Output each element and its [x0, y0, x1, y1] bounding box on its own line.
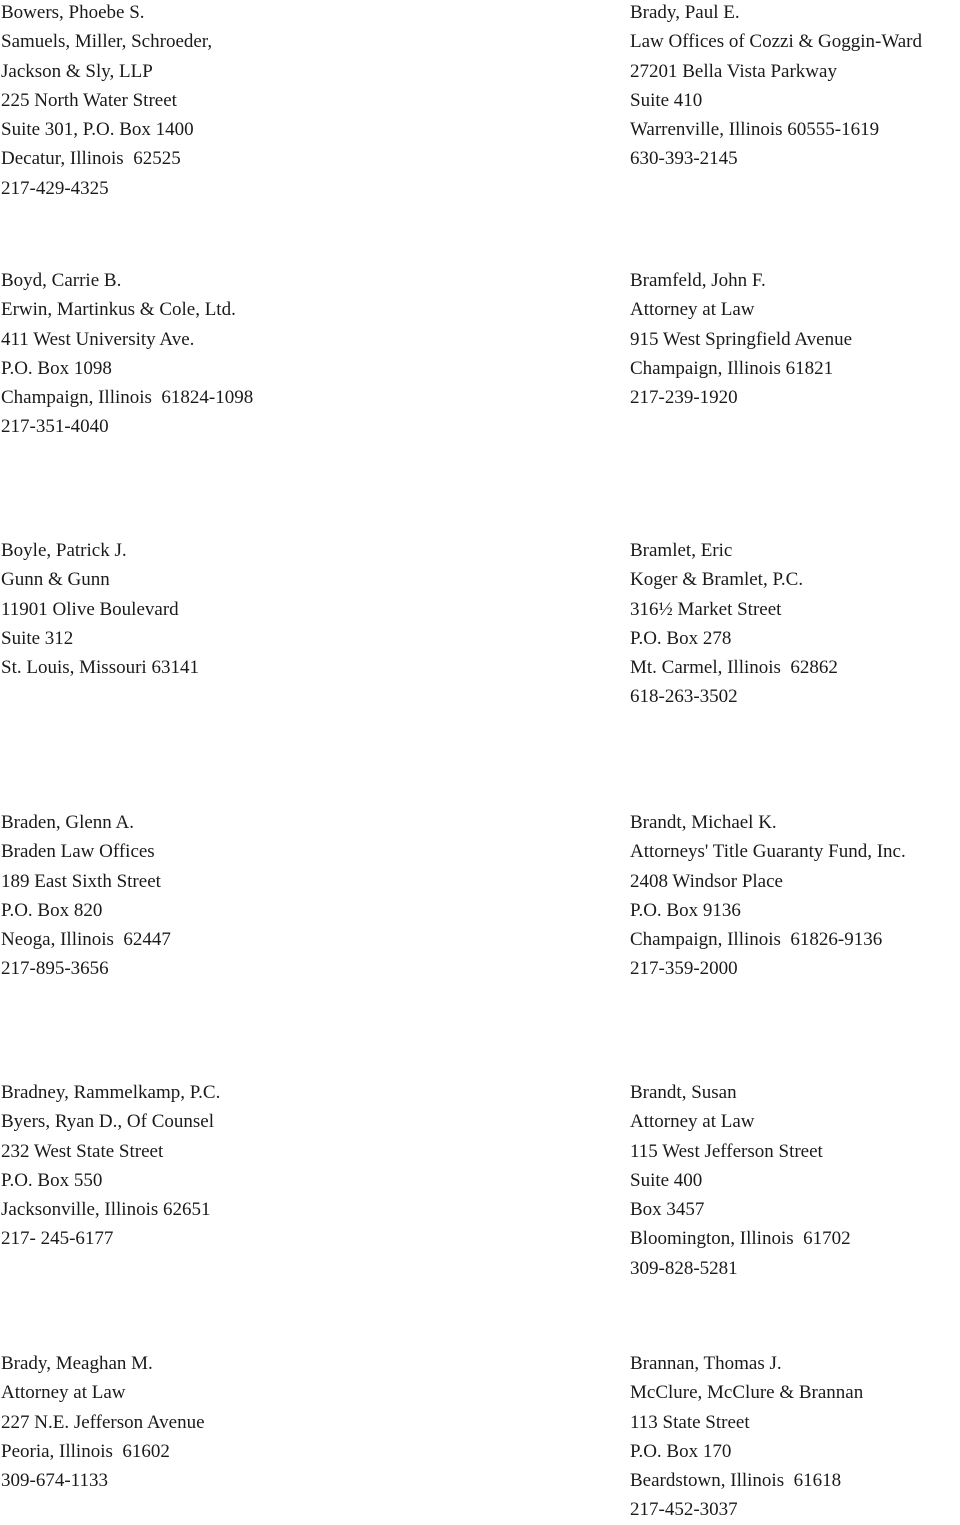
entry-line: Koger & Bramlet, P.C. [630, 569, 804, 591]
directory-entry [1, 808, 171, 984]
entry-line: Attorney at Law [630, 1111, 755, 1133]
entry-name: Boyle, Patrick J. [1, 540, 127, 561]
entry-line: 2408 Windsor Place [630, 870, 783, 892]
entry-line: Braden Law Offices [1, 841, 155, 863]
entry-name: Brandt, Susan [630, 1082, 737, 1103]
entry-line: Neoga, Illinois 62447 [1, 929, 171, 951]
entry-line: Champaign, Illinois 61826-9136 [630, 929, 883, 951]
entry-line: Suite 301, P.O. Box 1400 [1, 119, 194, 141]
entry-name: Brady, Meaghan M. [1, 1353, 153, 1374]
entry-line: Mt. Carmel, Illinois 62862 [630, 657, 838, 679]
entry-line: 225 North Water Street [1, 89, 177, 111]
entry-name: Boyd, Carrie B. [1, 270, 122, 291]
entry-line: Box 3457 [630, 1199, 705, 1221]
entry-line: P.O. Box 9136 [630, 899, 741, 921]
directory-entry [630, 1349, 863, 1525]
directory-entry [630, 0, 922, 174]
entry-line: Gunn & Gunn [1, 569, 110, 591]
entry-line: 27201 Bella Vista Parkway [630, 60, 837, 82]
entry-phone: 217-895-3656 [1, 958, 109, 980]
entry-line: P.O. Box 170 [630, 1440, 732, 1462]
entry-line: 115 West Jefferson Street [630, 1140, 823, 1162]
entry-line: Samuels, Miller, Schroeder, [1, 31, 213, 53]
entry-line: 411 West University Ave. [1, 328, 195, 350]
entry-line: Jackson & Sly, LLP [1, 60, 153, 82]
entry-line: P.O. Box 278 [630, 627, 732, 649]
directory-entry [630, 1078, 851, 1283]
entry-line: 227 N.E. Jefferson Avenue [1, 1411, 205, 1433]
entry-line: Decatur, Illinois 62525 [1, 148, 181, 170]
entry-name: Bradney, Rammelkamp, P.C. [1, 1082, 221, 1103]
entry-line: P.O. Box 1098 [1, 357, 112, 379]
entry-line: 11901 Olive Boulevard [1, 598, 179, 620]
entry-phone: 217-239-1920 [630, 387, 738, 409]
entry-name: Bramfeld, John F. [630, 270, 766, 291]
directory-entry [630, 808, 906, 984]
entry-phone: 217-429-4325 [1, 177, 109, 199]
entry-line: 316½ Market Street [630, 598, 782, 620]
entry-phone: 217-351-4040 [1, 416, 109, 438]
entry-line: Suite 312 [1, 627, 74, 649]
entry-line: 232 West State Street [1, 1140, 164, 1162]
entry-line: Peoria, Illinois 61602 [1, 1440, 170, 1462]
entry-phone: 309-828-5281 [630, 1257, 738, 1279]
entry-name: Brannan, Thomas J. [630, 1353, 782, 1374]
entry-phone: 618-263-3502 [630, 686, 738, 708]
directory-entry [630, 536, 838, 712]
entry-line: Champaign, Illinois 61821 [630, 357, 834, 379]
entry-name: Bramlet, Eric [630, 540, 733, 561]
entry-line: 915 West Springfield Avenue [630, 328, 853, 350]
entry-line: 189 East Sixth Street [1, 870, 161, 892]
entry-line: P.O. Box 550 [1, 1169, 103, 1191]
entry-name: Brandt, Michael K. [630, 812, 777, 833]
directory-entry [1, 536, 199, 682]
entry-line: Warrenville, Illinois 60555-1619 [630, 119, 880, 141]
entry-line: Byers, Ryan D., Of Counsel [1, 1111, 214, 1133]
entry-line: Champaign, Illinois 61824-1098 [1, 387, 254, 409]
entry-line: Law Offices of Cozzi & Goggin-Ward [630, 31, 923, 53]
entry-line: Suite 400 [630, 1169, 703, 1191]
entry-phone: 217-452-3037 [630, 1499, 738, 1521]
entry-phone: 309-674-1133 [1, 1470, 108, 1492]
entry-line: St. Louis, Missouri 63141 [1, 657, 199, 679]
entry-phone: 217- 245-6177 [1, 1228, 114, 1250]
entry-line: Attorneys' Title Guaranty Fund, Inc. [630, 841, 906, 863]
entry-phone: 630-393-2145 [630, 148, 738, 170]
directory-entry [630, 266, 852, 412]
entry-line: P.O. Box 820 [1, 899, 103, 921]
entry-line: Attorney at Law [630, 299, 755, 321]
directory-entry [1, 266, 253, 442]
entry-name: Brady, Paul E. [630, 2, 740, 23]
directory-entry [1, 1078, 220, 1254]
entry-line: Erwin, Martinkus & Cole, Ltd. [1, 299, 236, 321]
entry-name: Bowers, Phoebe S. [1, 2, 145, 23]
entry-line: 113 State Street [630, 1411, 750, 1433]
entry-line: Jacksonville, Illinois 62651 [1, 1199, 211, 1221]
directory-entry [1, 0, 212, 203]
entry-line: Attorney at Law [1, 1382, 126, 1404]
entry-line: Beardstown, Illinois 61618 [630, 1470, 842, 1492]
entry-line: McClure, McClure & Brannan [630, 1382, 864, 1404]
entry-name: Braden, Glenn A. [1, 812, 134, 833]
entry-line: Bloomington, Illinois 61702 [630, 1228, 851, 1250]
entry-line: Suite 410 [630, 89, 703, 111]
entry-phone: 217-359-2000 [630, 958, 738, 980]
directory-entry [1, 1349, 205, 1495]
